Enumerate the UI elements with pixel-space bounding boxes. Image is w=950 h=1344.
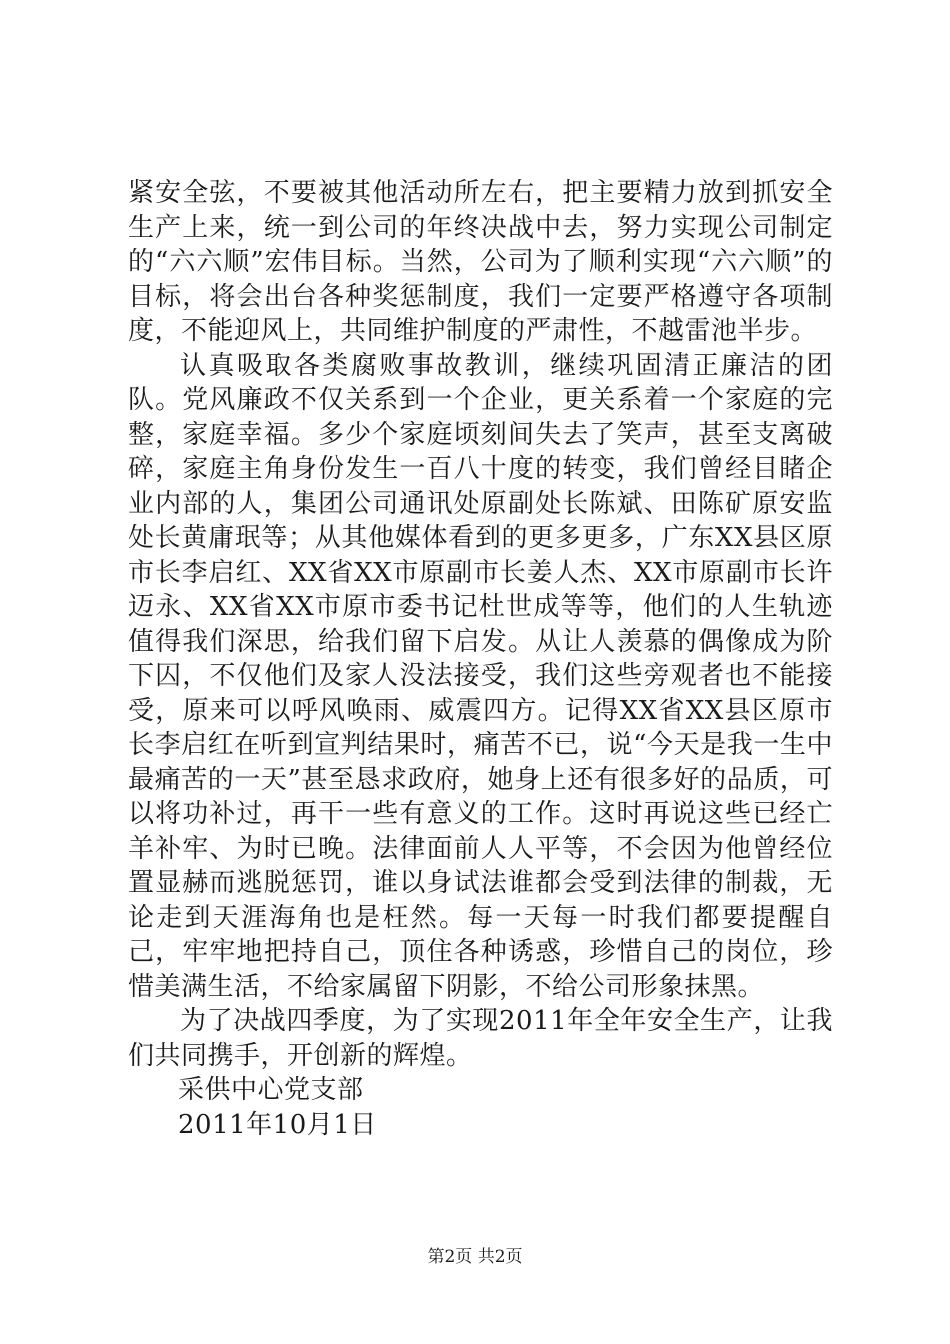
paragraph-continuation: 紧安全弦，不要被其他活动所左右，把主要精力放到抓安全生产上来，统一到公司的年终决战中去，努力实现公司制定的“六六顺”宏伟目标。当然，公司为了顺利实现“六六顺”的目标，将会出台各种奖惩制度，我们一定要严格遵守各项制度，不能迎风上，共同维护制度的严肃性，不越雷池半步。 bbox=[128, 178, 833, 346]
signature-date: 2011年10月1日 bbox=[178, 1109, 377, 1140]
page-footer: 第2页 共2页 bbox=[427, 1247, 523, 1267]
signature-organization: 采供中心党支部 bbox=[178, 1075, 364, 1105]
document-body bbox=[128, 176, 833, 1142]
paragraph-anti-corruption: 认真吸取各类腐败事故教训，继续巩固清正廉洁的团队。党风廉政不仅关系到一个企业，更关系着一个家庭的完整，家庭幸福。多少个家庭顷刻间失去了笑声，甚至支离破碎，家庭主角身份发生一百八十度的转变，我们曾经目睹企业内部的人，集团公司通讯处原副处长陈斌、田陈矿原安监处长黄庸珉等；从其他媒体看到的更多更多，广东XX县区原市长李启红、XX省XX市原副市长姜人杰、XX市原副市长许迈永、XX省XX市原市委书记杜世成等等，他们的人生轨迹值得我们深思，给我们留下启发。从让人羡慕的偶像成为阶下囚，不仅他们及家人没法接受，我们这些旁观者也不能接受，原来可以呼风唤雨、威震四方。记得XX省XX县区原市长李启红在听到宣判结果时，痛苦不已，说“今天是我一生中最痛苦的一天”甚至恳求政府，她身上还有很多好的品质，可以将功补过，再干一些有意义的工作。这时再说这些已经亡羊补牢、为时已晚。法律面前人人平等，不会因为他曾经位置显赫而逃脱惩罚，谁以身试法谁都会受到法律的制裁，无论走到天涯海角也是枉然。每一天每一时我们都要提醒自己，牢牢地把持自己，顶住各种诱惑，珍惜自己的岗位，珍惜美满生活，不给家属留下阴影，不给公司形象抹黑。 bbox=[128, 350, 833, 1002]
paragraph-closing: 为了决战四季度，为了实现2011年全年安全生产，让我们共同携手，开创新的辉煌。 bbox=[128, 1006, 833, 1071]
